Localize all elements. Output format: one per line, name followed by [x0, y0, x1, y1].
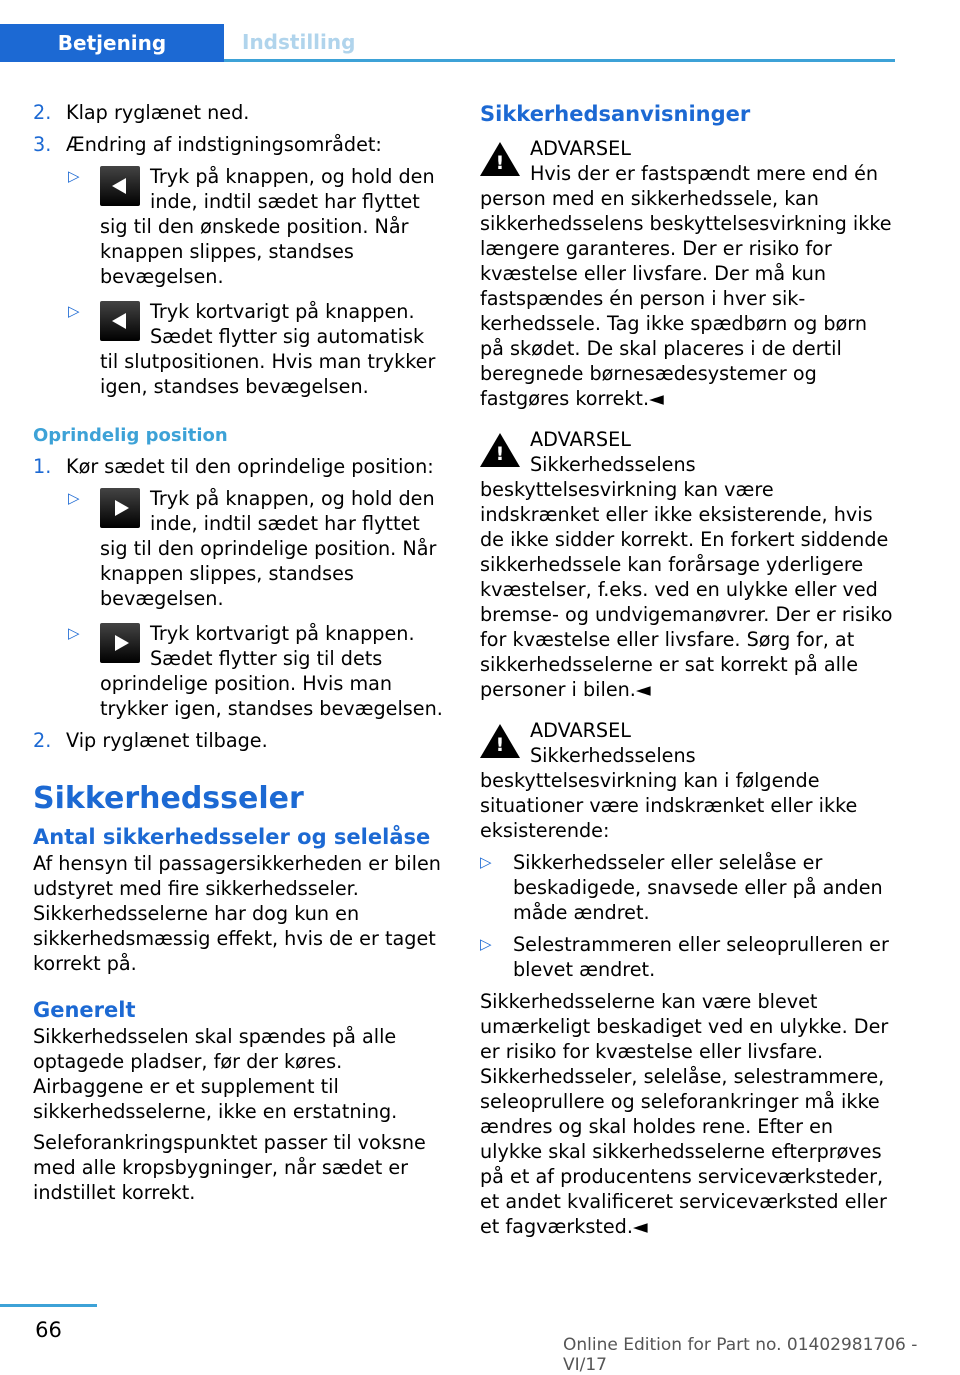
list-text: Ændring af indstigningsområdet: [66, 133, 382, 156]
arrow-left-button-icon [100, 301, 140, 341]
list-item [480, 932, 894, 982]
list-item [480, 850, 894, 925]
paragraph-generelt-1: Sikkerhedsselen skal spændes på alle optagede pladser, før der køres. Airbaggene er et supplement til sikkerhedsselerne, ikke en erstatning. [33, 1025, 398, 1123]
warning-label: ADVARSEL [530, 137, 631, 160]
sub-item [33, 299, 447, 399]
triangle-bullet-icon: ▷ [68, 167, 80, 185]
triangle-bullet-icon: ▷ [480, 853, 492, 871]
arrow-left-button-icon [100, 166, 140, 206]
warning-label: ADVARSEL [530, 719, 631, 742]
left-column [33, 100, 447, 1205]
list-number: 1. [33, 455, 52, 478]
paragraph-final: Sikkerhedsselerne kan være blevet umærkeligt beskadiget ved en ulykke. Der er risiko for kvæstelse eller livsfare. Sikkerhedsseler, selelåse, selestrammere, seleoprullere og seleforankringer må ikke ændres og skal holdes rene. Efter en ulykke skal sikkerhedsselerne efterprøves på et af producentens serviceværksteder, et andet kvalificeret serviceværksted eller et fagværksted.◄ [480, 990, 889, 1238]
sub-text: Tryk på knappen, og hold den inde, indtil sædet har flyttet sig til den oprindelige position. Når knappen slippes, standses bevægelsen. [100, 487, 437, 610]
list-text: Kør sædet til den oprindelige position: [66, 455, 434, 478]
triangle-bullet-icon: ▷ [68, 489, 80, 507]
list-item [33, 100, 447, 125]
tab-indstilling[interactable]: Indstilling [242, 30, 356, 54]
arrow-right-button-icon [100, 488, 140, 528]
warning-block [480, 427, 894, 702]
warning-text: Sikkerhedsselens beskyttelsesvirkning kan i følgende situationer være indskrænket eller ikke eksisterende: [480, 744, 858, 842]
paragraph-generelt-2: Seleforankringspunktet passer til voksne med alle kropsbygninger, når sædet er indstillet korrekt. [33, 1131, 426, 1204]
section-title: Sikkerhedsseler [33, 781, 304, 816]
paragraph-antal: Af hensyn til passagersikkerheden er bilen udstyret med fire sikkerhedsseler. Sikkerhedsselerne har dog kun en sikkerhedsmæssig effekt, hvis de er taget korrekt på. [33, 852, 441, 975]
triangle-bullet-icon: ▷ [68, 624, 80, 642]
right-column [480, 100, 894, 1239]
subheading-original-position: Oprindelig position [33, 425, 228, 446]
warning-text: Sikkerhedsselens beskyttelsesvirkning kan være indskrænket eller ikke eksisterende, hvis de ikke sidder korrekt. En forkert siddende sikkerhedssele kan forårsage yderligere kvæstelser, f.eks. ved en ulykke eller ved bremse- og undvigemanøvrer. Der er risiko for kvæstelse eller livsfare. Sørg for, at sikkerhedsselerne er sat korrekt på alle personer i bilen.◄ [480, 453, 893, 701]
heading-antal: Antal sikkerhedsseler og selelåse [33, 825, 431, 849]
triangle-bullet-icon: ▷ [480, 935, 492, 953]
sub-item [33, 486, 447, 611]
list-text: Klap ryglænet ned. [66, 101, 250, 124]
sub-text: Tryk kortvarigt på knappen. Sædet flytter sig til dets oprindelige position. Hvis man trykker igen, standses bevægelsen. [100, 622, 443, 720]
list-item [33, 132, 447, 157]
bullet-text: Selestrammeren eller seleoprulleren er blevet ændret. [513, 933, 889, 981]
sub-item [33, 164, 447, 289]
list-item [33, 454, 447, 479]
warning-label: ADVARSEL [530, 428, 631, 451]
warning-triangle-icon [480, 142, 520, 180]
edition-footer: Online Edition for Part no. 01402981706 - VI/17 [563, 1335, 918, 1375]
bullet-text: Sikkerhedsseler eller selelåse er beskadigede, snavsede eller på anden måde ændret. [513, 851, 883, 924]
list-number: 2. [33, 101, 52, 124]
heading-safety-notes: Sikkerhedsanvisninger [480, 102, 751, 126]
warning-block [480, 718, 894, 843]
list-text: Vip ryglænet tilbage. [66, 729, 268, 752]
sub-item [33, 621, 447, 721]
page-number: 66 [35, 1318, 62, 1342]
tab-betjening[interactable]: Betjening [0, 24, 224, 62]
warning-triangle-icon [480, 433, 520, 471]
warning-triangle-icon [480, 724, 520, 762]
triangle-bullet-icon: ▷ [68, 302, 80, 320]
footer-line [0, 1304, 97, 1307]
warning-text: Hvis der er fastspændt mere end én person med en sikkerhedssele, kan sikkerhedsselens beskyttelsesvirkning ikke længere garanteres. Der er risiko for kvæstelse eller livsfare. Der må kun fastspændes én person i hver sikkerhedssele. Tag ikke spædbørn og børn på skødet. De skal placeres i de dertil beregnede børnesædesystemer og fastgøres korrekt.◄ [480, 162, 892, 410]
sub-text: Tryk på knappen, og hold den inde, indtil sædet har flyttet sig til den ønskede position. Når knappen slippes, standses bevægelsen. [100, 165, 435, 288]
warning-block [480, 136, 894, 411]
arrow-right-button-icon [100, 623, 140, 663]
list-number: 2. [33, 729, 52, 752]
list-item [33, 728, 447, 753]
list-number: 3. [33, 133, 52, 156]
sub-text: Tryk kortvarigt på knappen. Sædet flytter sig automatisk til slutpositionen. Hvis man trykker igen, standses bevægelsen. [100, 300, 436, 398]
heading-generelt: Generelt [33, 998, 136, 1022]
